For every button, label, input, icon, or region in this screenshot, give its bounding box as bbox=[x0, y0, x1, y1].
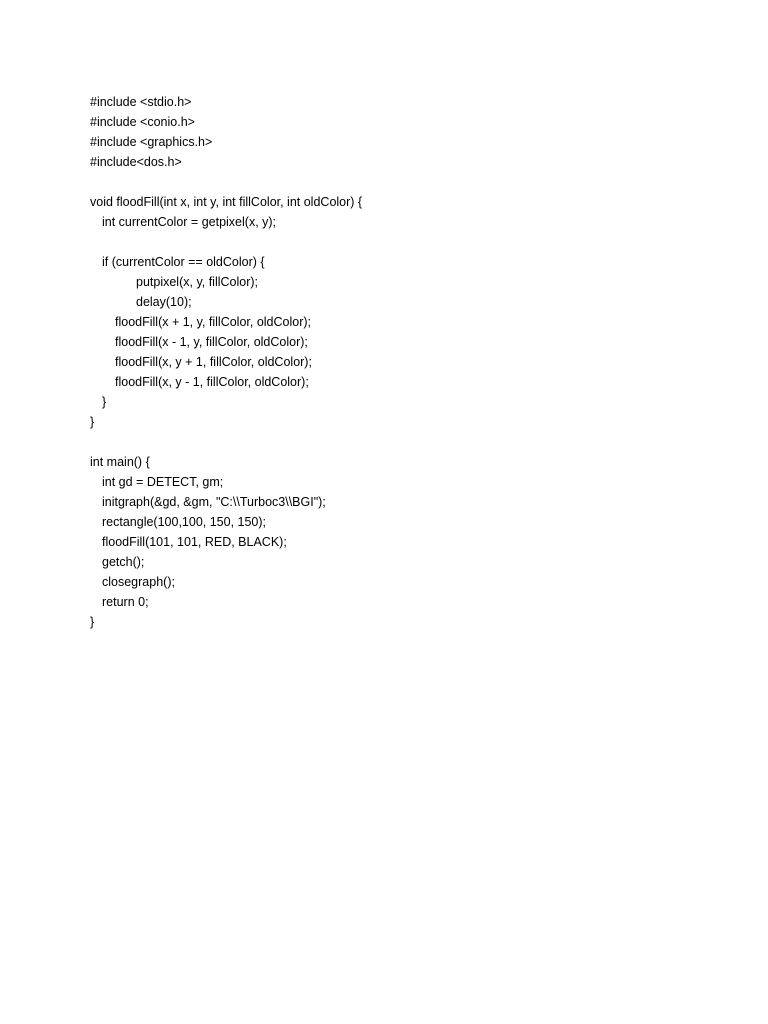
code-line: int currentColor = getpixel(x, y); bbox=[102, 215, 277, 229]
code-line: return 0; bbox=[102, 595, 149, 609]
code-line: #include <stdio.h> bbox=[90, 95, 192, 109]
code-block bbox=[90, 92, 730, 632]
code-line: floodFill(x + 1, y, fillColor, oldColor); bbox=[115, 315, 312, 329]
code-line: floodFill(101, 101, RED, BLACK); bbox=[102, 535, 287, 549]
code-line: void floodFill(int x, int y, int fillColor, int oldColor) { bbox=[90, 195, 363, 209]
code-line: #include <graphics.h> bbox=[90, 135, 213, 149]
code-line: int gd = DETECT, gm; bbox=[102, 475, 224, 489]
code-line: } bbox=[90, 415, 95, 429]
code-line: int main() { bbox=[90, 455, 150, 469]
code-line: #include <conio.h> bbox=[90, 115, 195, 129]
code-line: #include<dos.h> bbox=[90, 155, 182, 169]
code-line: getch(); bbox=[102, 555, 145, 569]
blank-line bbox=[90, 432, 730, 452]
code-line: floodFill(x - 1, y, fillColor, oldColor); bbox=[115, 335, 308, 349]
code-line: floodFill(x, y + 1, fillColor, oldColor); bbox=[115, 355, 312, 369]
code-line: } bbox=[90, 615, 95, 629]
code-line: } bbox=[102, 395, 107, 409]
blank-line bbox=[90, 172, 730, 192]
code-line: rectangle(100,100, 150, 150); bbox=[102, 515, 267, 529]
code-line: initgraph(&gd, &gm, "C:\\Turboc3\\BGI"); bbox=[102, 495, 326, 509]
code-line: if (currentColor == oldColor) { bbox=[102, 255, 265, 269]
code-line: delay(10); bbox=[136, 295, 192, 309]
code-line: floodFill(x, y - 1, fillColor, oldColor); bbox=[115, 375, 309, 389]
code-line: closegraph(); bbox=[102, 575, 175, 589]
code-line: putpixel(x, y, fillColor); bbox=[136, 275, 259, 289]
blank-line bbox=[90, 232, 730, 252]
